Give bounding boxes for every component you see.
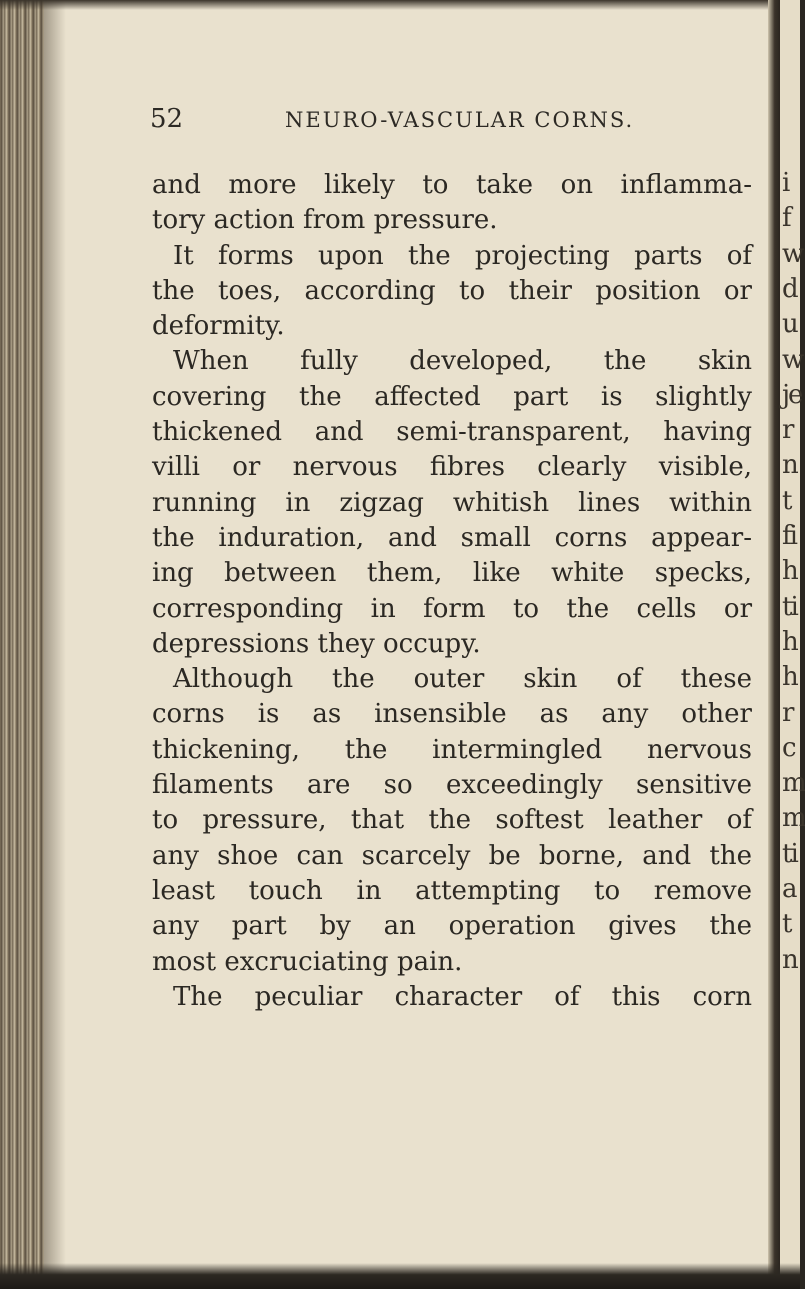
text-line: depressions they occupy. xyxy=(152,628,481,659)
body-text xyxy=(152,168,752,1015)
text-line: running in zigzag whitish lines within xyxy=(152,487,752,518)
text-line: most excruciating pain. xyxy=(152,946,463,977)
book-binding-edge xyxy=(0,0,44,1289)
page-number: 52 xyxy=(150,104,184,134)
text-line: covering the affected part is slightly xyxy=(152,381,752,412)
text-line: least touch in attempting to remove xyxy=(152,875,752,906)
text-line: tory action from pressure. xyxy=(152,205,498,236)
next-page-text-fragment: ti xyxy=(782,591,797,622)
next-page-text-fragment: h xyxy=(782,626,797,657)
text-line: ing between them, like white specks, xyxy=(152,558,752,589)
text-line: It forms upon the projecting parts of xyxy=(173,240,752,271)
next-page-text-fragment: t xyxy=(782,485,791,516)
next-page-text-fragment: ti xyxy=(782,838,797,869)
text-line: The peculiar character of this corn xyxy=(173,981,752,1012)
next-page-text-fragment: r xyxy=(782,697,793,728)
text-line: corns is as insensible as any other xyxy=(152,699,752,730)
next-page-text-fragment: a xyxy=(782,874,796,904)
page xyxy=(90,0,760,1289)
next-page-text-fragment: d xyxy=(782,273,797,304)
bottom-page-edge xyxy=(0,1263,800,1289)
text-line: filaments are so exceedingly sensitive xyxy=(152,770,752,801)
next-page-sliver xyxy=(780,0,805,1289)
next-page-text-fragment: je xyxy=(782,379,802,410)
next-page-text-fragment: t xyxy=(782,909,791,940)
next-page-text-fragment: fi xyxy=(782,521,796,551)
next-page-text-fragment: m xyxy=(782,768,805,799)
next-page-text-fragment: c xyxy=(782,732,795,763)
next-page-text-fragment: h xyxy=(782,662,797,693)
next-page-text-fragment: f xyxy=(782,203,790,234)
page-gutter xyxy=(768,0,780,1289)
text-line: thickened and semi-transparent, having xyxy=(152,417,752,448)
next-page-text-fragment: n xyxy=(782,944,797,975)
text-line: Although the outer skin of these xyxy=(173,664,752,695)
next-page-text-fragment: r xyxy=(782,415,793,446)
next-page-text-fragment: w xyxy=(782,344,803,375)
page-header xyxy=(150,104,710,144)
text-line: to pressure, that the softest leather of xyxy=(152,805,752,836)
running-title: NEURO-VASCULAR CORNS. xyxy=(285,108,635,132)
text-line: villi or nervous fibres clearly visible, xyxy=(152,452,752,483)
text-line: any shoe can scarcely be borne, and the xyxy=(152,840,752,871)
text-line: and more likely to take on inflamma- xyxy=(152,170,752,200)
next-page-text-fragment: n xyxy=(782,450,797,481)
text-line: the toes, according to their position or xyxy=(152,275,752,306)
next-page-text-fragment: u xyxy=(782,309,797,340)
binding-shadow xyxy=(44,0,66,1289)
next-page-text-fragment: i xyxy=(782,168,789,198)
text-line: deformity. xyxy=(152,311,285,342)
text-line: the induration, and small corns appear- xyxy=(152,522,752,553)
text-line: any part by an operation gives the xyxy=(152,911,752,942)
text-line: corresponding in form to the cells or xyxy=(152,593,752,624)
next-page-text-fragment: h xyxy=(782,556,797,587)
next-page-text-fragment: m xyxy=(782,803,805,834)
text-line: When fully developed, the skin xyxy=(173,346,752,377)
text-line: thickening, the intermingled nervous xyxy=(152,734,752,765)
next-page-text-fragment: w xyxy=(782,238,803,269)
